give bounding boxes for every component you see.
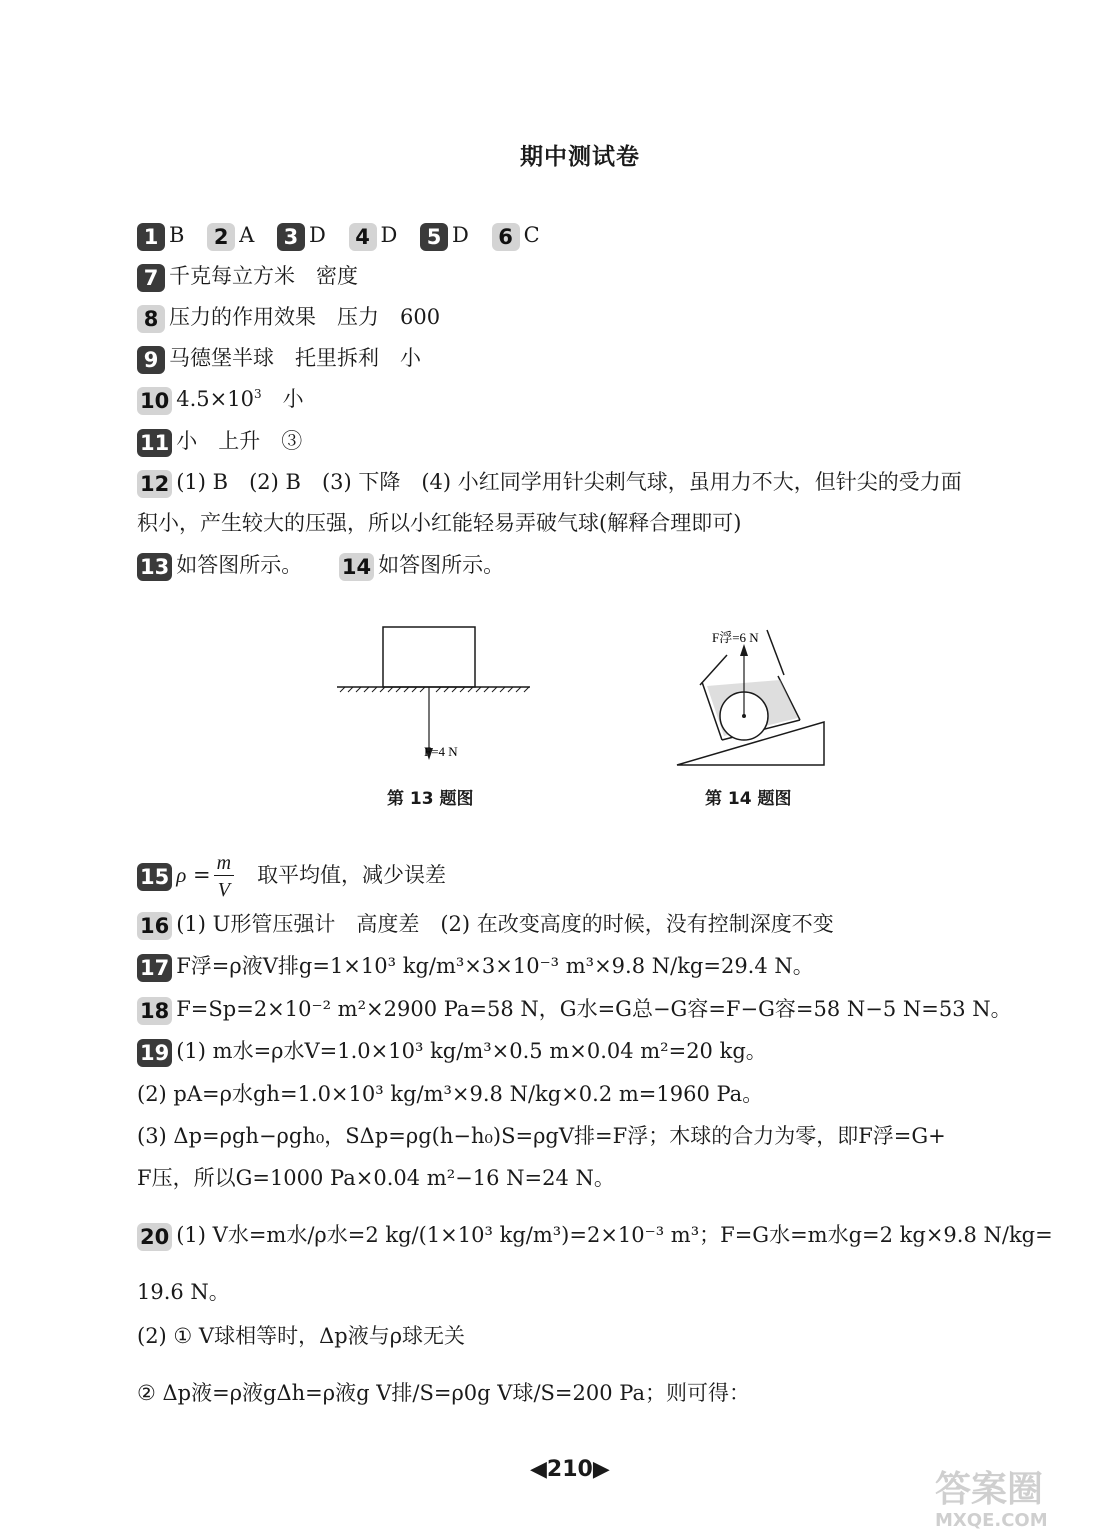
q14-text: 如答图所示。 [378, 553, 505, 577]
watermark-logo: 答案圈 MXQE.COM [935, 1469, 1048, 1531]
q20-part3: ② Δp液=ρ液gΔh=ρ液g V排/S=ρ0g V球/S=200 Pa；则可得： [137, 1381, 750, 1405]
answer-12 [137, 467, 962, 498]
q19-part2: (2) pA=ρ水gh=1.0×10³ kg/m³×9.8 N/kg×0.2 m=1960 Pa。 [137, 1082, 764, 1106]
q8-text: 压力的作用效果 压力 600 [169, 305, 441, 329]
q17-number: 17 [137, 954, 172, 982]
q11-number: 11 [137, 429, 172, 457]
q7-number: 7 [137, 264, 165, 292]
answer-19-3-cont [137, 1163, 615, 1193]
q19-part3b: F压，所以G=1000 Pa×0.04 m²−16 N=24 N。 [137, 1166, 615, 1190]
q5-answer: D [452, 223, 469, 247]
q8-number: 8 [137, 305, 165, 333]
answer-18 [137, 994, 1012, 1025]
q12-line2: 积小，产生较大的压强，所以小红能轻易弄破气球(解释合理即可) [137, 511, 742, 535]
q14-number: 14 [339, 553, 374, 581]
fig14-caption: 第 14 题图 [705, 789, 792, 809]
q10-value: 4.5×10 [176, 387, 254, 411]
q1-number: 1 [137, 223, 165, 251]
q11-text: 小 上升 ③ [176, 429, 303, 453]
q5-number: 5 [420, 223, 448, 251]
answer-20-1 [137, 1220, 1053, 1251]
answer-19-2 [137, 1079, 763, 1109]
q16-text: (1) U形管压强计 高度差 (2) 在改变高度的时候，没有控制深度不变 [176, 912, 834, 936]
q2-answer: A [239, 223, 255, 247]
q15-fraction: $\frac{m}{V}$ [214, 850, 234, 903]
q19-part1: (1) m水=ρ水V=1.0×10³ kg/m³×0.5 m×0.04 m²=20 kg。 [176, 1039, 767, 1063]
q3-number: 3 [277, 223, 305, 251]
q20-part2: (2) ① V球相等时，Δp液与ρ球无关 [137, 1324, 466, 1348]
fig14-force-label: F浮=6 N [712, 630, 759, 645]
answer-20-3 [137, 1378, 750, 1408]
fig13-force-label: F=4 N [424, 744, 458, 759]
q15-text: 取平均值，减少误差 [257, 863, 447, 887]
q12-number: 12 [137, 470, 172, 498]
fig13-caption: 第 13 题图 [387, 789, 474, 809]
answer-9 [137, 343, 421, 374]
figure-14 [672, 620, 832, 770]
q9-number: 9 [137, 346, 165, 374]
q10-number: 10 [137, 387, 172, 415]
answer-19-1 [137, 1036, 767, 1067]
q4-number: 4 [349, 223, 377, 251]
q7-text: 千克每立方米 密度 [169, 264, 358, 288]
q18-number: 18 [137, 997, 172, 1025]
q6-answer: C [523, 223, 540, 247]
q1-answer: B [169, 223, 185, 247]
q16-number: 16 [137, 912, 172, 940]
answer-11 [137, 426, 302, 457]
q15-number: 15 [137, 863, 172, 891]
answer-17 [137, 951, 814, 982]
answer-15: 15 ρ = $\frac{m}{V}$ 取平均值，减少误差 [137, 850, 446, 903]
answer-7 [137, 261, 358, 292]
answer-12-cont [137, 508, 741, 538]
q13-text: 如答图所示。 [176, 553, 303, 577]
q4-answer: D [380, 223, 398, 247]
q20-part1b: 19.6 N。 [137, 1280, 230, 1304]
q6-number: 6 [492, 223, 520, 251]
figure-13 [330, 620, 540, 770]
q18-text: F=Sp=2×10⁻² m²×2900 Pa=58 N，G水=G总−G容=F−G容=58 N−5 N=53 N。 [176, 997, 1012, 1021]
page-title: 期中测试卷 [520, 144, 640, 170]
q10-exponent: 3 [253, 387, 262, 401]
q13-number: 13 [137, 553, 172, 581]
q12-line1: (1) B (2) B (3) 下降 (4) 小红同学用针尖刺气球，虽用力不大，但针尖的受力面 [176, 470, 962, 494]
answer-8 [137, 302, 440, 333]
q10-rest: 小 [261, 387, 304, 411]
q9-text: 马德堡半球 托里拆利 小 [169, 346, 421, 370]
answers-1-6 [137, 220, 540, 251]
q20-part1: (1) V水=m水/ρ水=2 kg/(1×10³ kg/m³)=2×10⁻³ m³；F=G水=m水g=2 kg×9.8 N/kg= [176, 1223, 1053, 1247]
answer-20-2 [137, 1321, 465, 1351]
q2-number: 2 [207, 223, 235, 251]
q17-text: F浮=ρ液V排g=1×10³ kg/m³×3×10⁻³ m³×9.8 N/kg=29.4 N。 [176, 954, 814, 978]
q19-part3a: (3) Δp=ρgh−ρgh₀，SΔp=ρg(h−h₀)S=ρgV排=F浮；木球的合力为零，即F浮=G+ [137, 1124, 946, 1148]
page-number: ◀210▶ [530, 1457, 610, 1482]
answer-19-3 [137, 1121, 946, 1151]
answer-16 [137, 909, 834, 940]
answer-20-1-cont [137, 1277, 230, 1307]
q3-answer: D [308, 223, 326, 247]
q20-number: 20 [137, 1223, 172, 1251]
answer-13-14 [137, 550, 504, 581]
q19-number: 19 [137, 1039, 172, 1067]
answer-10 [137, 384, 304, 415]
